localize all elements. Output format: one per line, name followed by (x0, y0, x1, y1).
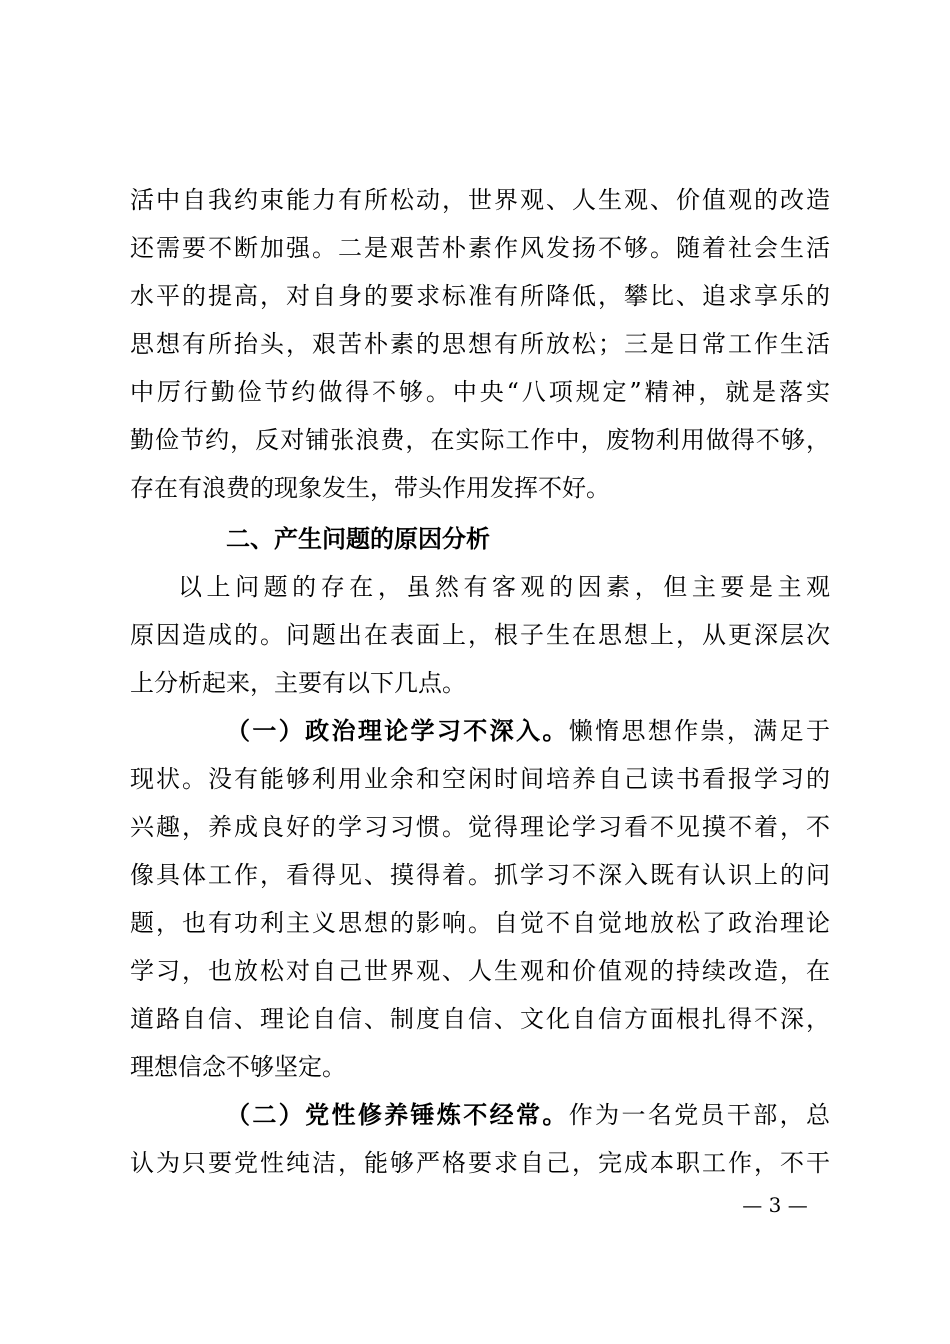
paragraph-line: 以上问题的存在，虽然有客观的因素，但主要是主观 (178, 573, 830, 601)
item-text: 作为一名党员干部，总 (568, 1101, 831, 1129)
paragraph-line: 原因造成的。问题出在表面上，根子生在思想上，从更深层次 (130, 621, 830, 649)
paragraph-line: 题，也有功利主义思想的影响。自觉不自觉地放松了政治理论 (130, 909, 830, 937)
paragraph-line: 还需要不断加强。二是艰苦朴素作风发扬不够。随着社会生活 (130, 234, 830, 262)
paragraph-line: 中厉行勤俭节约做得不够。中央“八项规定”精神，就是落实 (130, 378, 830, 406)
paragraph-line: 勤俭节约，反对铺张浪费，在实际工作中，废物利用做得不够， (130, 426, 830, 454)
paragraph-line: 兴趣，养成良好的学习习惯。觉得理论学习看不见摸不着，不 (130, 813, 830, 841)
paragraph-line: 像具体工作，看得见、摸得着。抓学习不深入既有认识上的问 (130, 861, 830, 889)
paragraph-line: 水平的提高，对自身的要求标准有所降低，攀比、追求享乐的 (130, 282, 830, 310)
paragraph-line: 学习，也放松对自己世界观、人生观和价值观的持续改造，在 (130, 957, 830, 985)
paragraph-line: 存在有浪费的现象发生，带头作用发挥不好。 (130, 474, 610, 502)
paragraph-line: 道路自信、理论自信、制度自信、文化自信方面根扎得不深， (130, 1005, 830, 1033)
paragraph-line: 思想有所抬头，艰苦朴素的思想有所放松；三是日常工作生活 (130, 330, 830, 358)
paragraph-line: 上分析起来，主要有以下几点。 (130, 669, 466, 697)
item-title: （一）政治理论学习不深入。 (226, 717, 569, 745)
paragraph-line: 活中自我约束能力有所松动，世界观、人生观、价值观的改造 (130, 186, 830, 214)
item-first-line (226, 711, 830, 751)
item-first-line (226, 1095, 830, 1135)
section-heading: 二、产生问题的原因分析 (226, 525, 490, 553)
item-text: 懒惰思想作祟，满足于 (568, 717, 831, 745)
item-title: （二）党性修养锤炼不经常。 (226, 1101, 569, 1129)
page-number: — 3 — (742, 1193, 808, 1217)
paragraph-line: 理想信念不够坚定。 (130, 1053, 346, 1081)
paragraph-line: 认为只要党性纯洁，能够严格要求自己，完成本职工作，不干 (130, 1149, 830, 1177)
paragraph-line: 现状。没有能够利用业余和空闲时间培养自己读书看报学习的 (130, 765, 830, 793)
